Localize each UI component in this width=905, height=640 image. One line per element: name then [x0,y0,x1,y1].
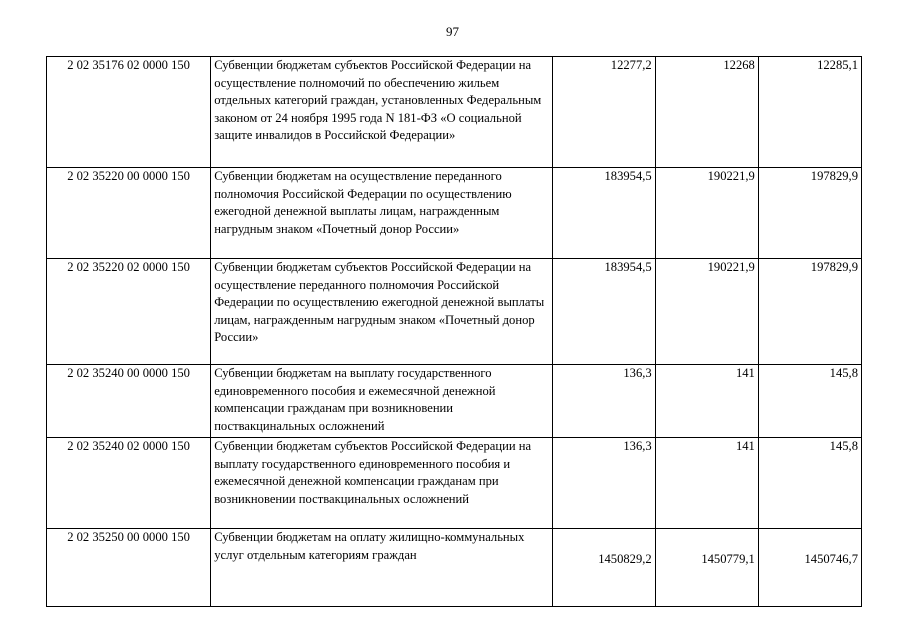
row-code: 2 02 35176 02 0000 150 [47,57,211,168]
table-row [47,438,862,529]
row-code: 2 02 35240 00 0000 150 [47,365,211,438]
row-code: 2 02 35220 02 0000 150 [47,259,211,365]
row-value-year-1: 136,3 [552,438,655,529]
row-value-year-2: 12268 [655,57,758,168]
row-value-year-1: 183954,5 [552,259,655,365]
row-description: Субвенции бюджетам на оплату жилищно-коммунальных услуг отдельным категориям граждан [211,529,552,607]
table-row [47,57,862,168]
row-value-year-1: 12277,2 [552,57,655,168]
row-value-year-1: 183954,5 [552,168,655,259]
row-value-year-2: 141 [655,365,758,438]
row-value-year-2: 190221,9 [655,168,758,259]
row-value-year-1: 136,3 [552,365,655,438]
row-value-year-2: 141 [655,438,758,529]
table-row [47,529,862,607]
row-description: Субвенции бюджетам субъектов Российской Федерации на осуществление переданного полномочия Российской Федерации по осуществлению ежегодной денежной выплаты лицам, награжденным нагрудным знаком «Почетный донор России» [211,259,552,365]
row-value-year-3: 1450746,7 [758,529,861,607]
row-code: 2 02 35250 00 0000 150 [47,529,211,607]
row-value-year-3: 145,8 [758,365,861,438]
page-number: 97 [446,24,459,39]
table-row [47,365,862,438]
row-code: 2 02 35220 00 0000 150 [47,168,211,259]
table-row [47,168,862,259]
row-description: Субвенции бюджетам субъектов Российской Федерации на выплату государственного единовременного пособия и ежемесячной денежной компенсации гражданам при возникновении поствакцинальных осложнений [211,438,552,529]
row-value-year-2: 1450779,1 [655,529,758,607]
row-code: 2 02 35240 02 0000 150 [47,438,211,529]
row-value-year-3: 12285,1 [758,57,861,168]
row-value-year-3: 197829,9 [758,259,861,365]
row-value-year-1: 1450829,2 [552,529,655,607]
row-description: Субвенции бюджетам на выплату государственного единовременного пособия и ежемесячной денежной компенсации гражданам при возникновении поствакцинальных осложнений [211,365,552,438]
budget-revenue-table [46,56,862,607]
table-row [47,259,862,365]
row-value-year-2: 190221,9 [655,259,758,365]
row-description: Субвенции бюджетам субъектов Российской Федерации на осуществление полномочий по обеспечению жильем отдельных категорий граждан, установленных Федеральным законом от 24 ноября 1995 года N 181-ФЗ «О социальной защите инвалидов в Российской Федерации» [211,57,552,168]
row-value-year-3: 197829,9 [758,168,861,259]
row-description: Субвенции бюджетам на осуществление переданного полномочия Российской Федерации по осуществлению ежегодной денежной выплаты лицам, награжденным нагрудным знаком «Почетный донор России» [211,168,552,259]
row-value-year-3: 145,8 [758,438,861,529]
